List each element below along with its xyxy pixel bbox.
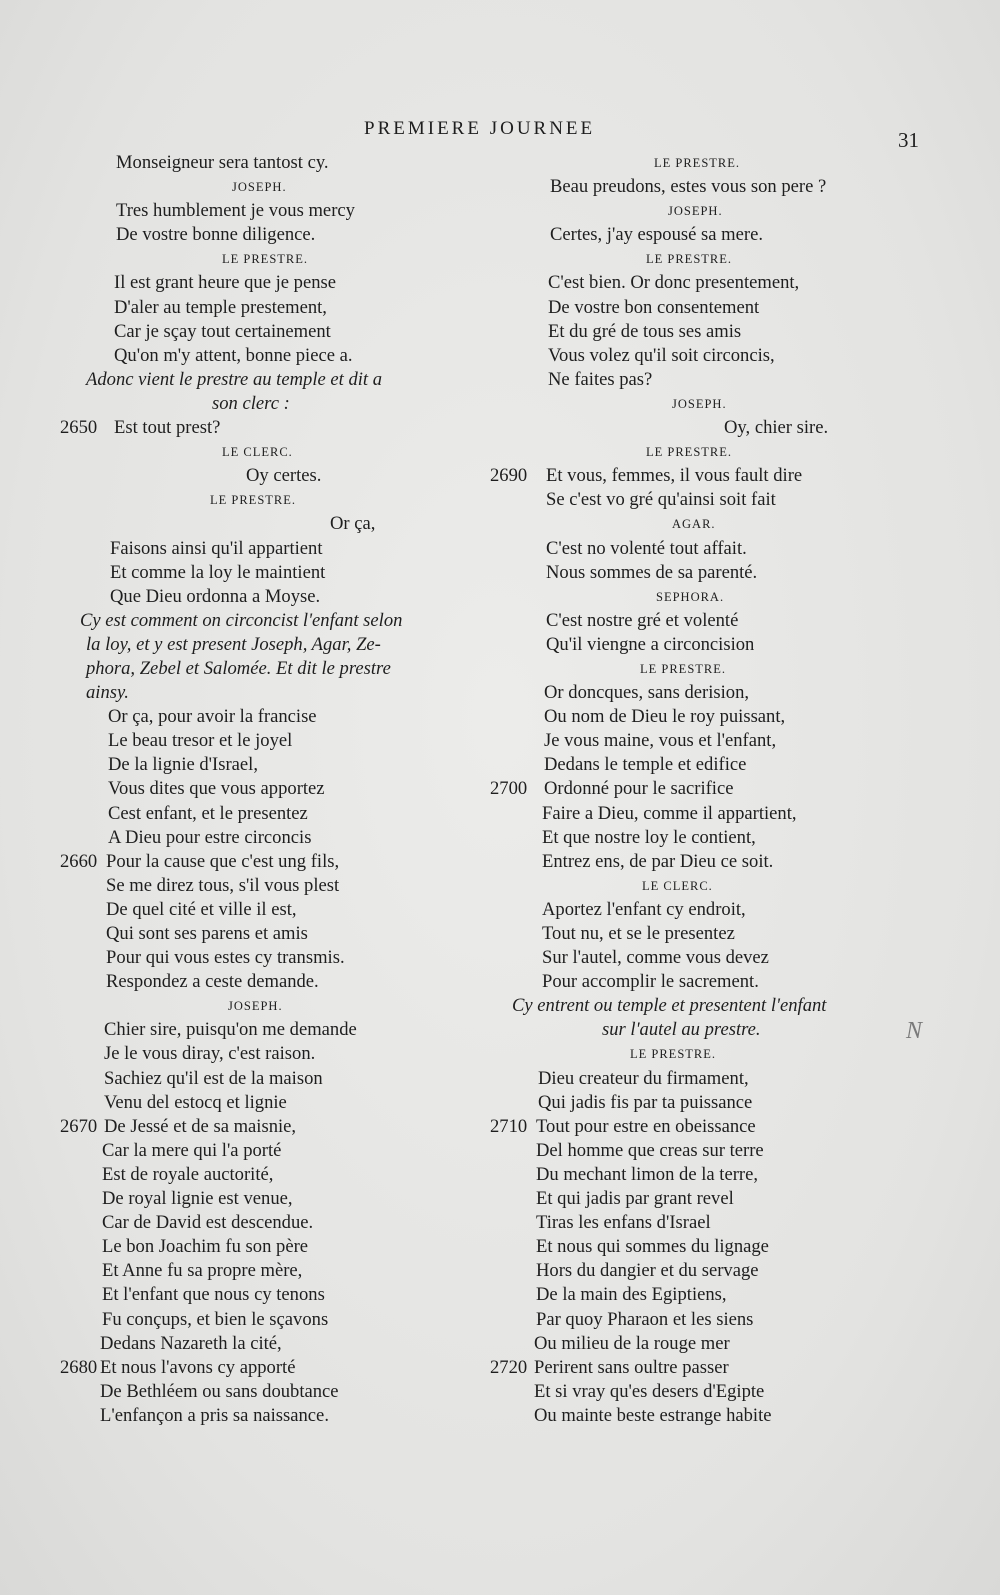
verse-line xyxy=(60,199,460,223)
verse-line-text: Pour qui vous estes cy transmis. xyxy=(106,947,345,969)
verse-line xyxy=(490,609,870,633)
verse-line xyxy=(490,223,870,247)
verse-line-text: Del homme que creas sur terre xyxy=(536,1139,764,1161)
verse-line-text: Tout nu, et se le presentez xyxy=(542,923,735,944)
verse-line xyxy=(490,753,870,777)
stage-direction-text: Cy est comment on circoncist l'enfant selon xyxy=(80,609,403,631)
verse-line xyxy=(60,802,460,826)
speaker-name xyxy=(490,1042,870,1066)
verse-line xyxy=(490,850,870,874)
verse-line xyxy=(60,585,460,609)
verse-line xyxy=(60,753,460,777)
verse-line xyxy=(60,922,460,946)
speaker-name xyxy=(60,994,460,1018)
verse-line-text: De vostre bonne diligence. xyxy=(116,224,316,246)
speaker-name-text: LE CLERC. xyxy=(222,445,293,460)
stage-direction xyxy=(60,368,460,392)
verse-line xyxy=(60,1404,460,1428)
verse-line xyxy=(490,416,870,440)
verse-line xyxy=(60,1308,460,1332)
verse-line-text: Il est grant heure que je pense xyxy=(114,272,336,294)
speaker-name-text: LE PRESTRE. xyxy=(222,252,309,267)
verse-line-text: Monseigneur sera tantost cy. xyxy=(116,152,329,173)
verse-line-text: Cest enfant, et le presentez xyxy=(108,802,308,824)
stage-direction-text: ainsy. xyxy=(86,682,129,704)
verse-line xyxy=(60,777,460,801)
verse-line-text: Est tout prest? xyxy=(114,417,221,439)
verse-line xyxy=(490,296,870,320)
verse-line xyxy=(60,416,460,440)
verse-line-text: Ne faites pas? xyxy=(548,368,653,390)
line-number: 2690 xyxy=(490,465,528,487)
verse-line-text: L'enfançon a pris sa naissance. xyxy=(100,1404,329,1426)
verse-line-text: Car de David est descendue. xyxy=(102,1212,314,1234)
verse-line xyxy=(490,488,870,512)
line-number: 2660 xyxy=(60,850,98,872)
stage-direction-text: sur l'autel au prestre. xyxy=(602,1019,761,1041)
verse-line xyxy=(490,1235,870,1259)
verse-line-text: Vous volez qu'il soit circoncis, xyxy=(548,344,775,366)
verse-line xyxy=(60,1187,460,1211)
verse-line xyxy=(490,320,870,344)
verse-line-text: Le bon Joachim fu son père xyxy=(102,1236,309,1258)
stage-direction xyxy=(60,633,460,657)
verse-line xyxy=(490,464,870,488)
right-column xyxy=(490,151,870,1428)
speaker-name xyxy=(490,512,870,536)
verse-line-text: Et que nostre loy le contient, xyxy=(542,826,756,848)
speaker-name-text: LE PRESTRE. xyxy=(646,252,733,267)
verse-line xyxy=(490,898,870,922)
verse-line xyxy=(490,777,870,801)
stage-direction xyxy=(60,392,460,416)
speaker-name xyxy=(490,874,870,898)
verse-line xyxy=(490,1067,870,1091)
verse-line xyxy=(490,1211,870,1235)
verse-line xyxy=(490,1308,870,1332)
verse-line-text: Sur l'autel, comme vous devez xyxy=(542,947,769,969)
verse-line xyxy=(60,1380,460,1404)
verse-line xyxy=(60,1091,460,1115)
stage-direction xyxy=(60,657,460,681)
verse-line-text: De Bethléem ou sans doubtance xyxy=(100,1380,339,1402)
verse-line-text: Qu'on m'y attent, bonne piece a. xyxy=(114,344,353,366)
verse-line xyxy=(490,537,870,561)
verse-line-text: Chier sire, puisqu'on me demande xyxy=(104,1019,357,1041)
speaker-name-text: LE CLERC. xyxy=(642,878,713,893)
verse-line-text: Car la mere qui l'a porté xyxy=(102,1139,282,1161)
verse-line-text: Qui sont ses parens et amis xyxy=(106,923,308,944)
speaker-name xyxy=(60,175,460,199)
speaker-name xyxy=(490,440,870,464)
verse-line xyxy=(60,151,460,175)
verse-line-text: Par quoy Pharaon et les siens xyxy=(536,1308,754,1330)
verse-line-text: Ou mainte beste estrange habite xyxy=(534,1404,772,1426)
verse-line-text: C'est no volenté tout affait. xyxy=(546,537,747,559)
verse-line-text: Or doncques, sans derision, xyxy=(544,682,750,704)
verse-line-text: Perirent sans oultre passer xyxy=(534,1356,729,1378)
verse-line xyxy=(60,271,460,295)
verse-line-text: De vostre bon consentement xyxy=(548,296,760,318)
verse-line xyxy=(490,561,870,585)
verse-line-text: Hors du dangier et du servage xyxy=(536,1260,759,1282)
verse-line xyxy=(60,705,460,729)
verse-line xyxy=(490,1115,870,1139)
verse-line xyxy=(490,633,870,657)
verse-line xyxy=(60,850,460,874)
verse-line-text: Respondez a ceste demande. xyxy=(106,971,319,993)
verse-line-text: Ou nom de Dieu le roy puissant, xyxy=(544,706,786,728)
verse-line xyxy=(60,1356,460,1380)
stage-direction-text: la loy, et y est present Joseph, Agar, Ze- xyxy=(86,633,381,655)
verse-line xyxy=(490,946,870,970)
verse-line xyxy=(60,1332,460,1356)
verse-line xyxy=(60,1259,460,1283)
margin-annotation: N xyxy=(906,1018,923,1044)
speaker-name-text: JOSEPH. xyxy=(232,180,287,195)
verse-line-text: Tout pour estre en obeissance xyxy=(536,1115,756,1137)
line-number: 2670 xyxy=(60,1115,98,1137)
verse-line-text: Qui jadis fis par ta puissance xyxy=(538,1091,753,1113)
line-number: 2680 xyxy=(60,1356,98,1378)
verse-line xyxy=(60,970,460,994)
speaker-name xyxy=(490,657,870,681)
verse-line xyxy=(490,1332,870,1356)
verse-line xyxy=(490,1139,870,1163)
speaker-name xyxy=(490,151,870,175)
verse-line-text: Qu'il viengne a circoncision xyxy=(546,633,755,655)
verse-line xyxy=(490,705,870,729)
verse-line xyxy=(60,1235,460,1259)
verse-line-text: C'est nostre gré et volenté xyxy=(546,609,739,631)
verse-line-text: Faisons ainsi qu'il appartient xyxy=(110,537,323,559)
verse-line xyxy=(60,1042,460,1066)
verse-line-text: Certes, j'ay espousé sa mere. xyxy=(550,224,763,246)
line-number: 2650 xyxy=(60,417,98,439)
verse-line-text: Et Anne fu sa propre mère, xyxy=(102,1260,303,1282)
verse-line xyxy=(60,1283,460,1307)
verse-line xyxy=(490,344,870,368)
verse-line xyxy=(60,537,460,561)
verse-line xyxy=(490,1356,870,1380)
verse-line xyxy=(490,1259,870,1283)
verse-line xyxy=(490,1163,870,1187)
verse-line-text: Tiras les enfans d'Israel xyxy=(536,1212,711,1234)
stage-direction-text: phora, Zebel et Salomée. Et dit le prestre xyxy=(86,657,391,679)
verse-line xyxy=(60,512,460,536)
speaker-name xyxy=(60,488,460,512)
verse-line xyxy=(60,946,460,970)
speaker-name xyxy=(60,440,460,464)
verse-line-text: Se me direz tous, s'il vous plest xyxy=(106,874,340,896)
verse-line xyxy=(490,368,870,392)
verse-line xyxy=(60,826,460,850)
verse-line xyxy=(60,1067,460,1091)
verse-line-text: D'aler au temple prestement, xyxy=(114,296,327,318)
speaker-name-text: LE PRESTRE. xyxy=(640,661,727,676)
speaker-name xyxy=(490,247,870,271)
line-number: 2720 xyxy=(490,1356,528,1378)
running-head: PREMIERE JOURNEE xyxy=(364,118,596,139)
stage-direction-text: Adonc vient le prestre au temple et dit a xyxy=(86,368,383,390)
verse-line-text: Ou milieu de la rouge mer xyxy=(534,1332,730,1354)
verse-line xyxy=(490,271,870,295)
verse-line xyxy=(490,175,870,199)
verse-line xyxy=(60,1211,460,1235)
verse-line-text: De royal lignie est venue, xyxy=(102,1188,293,1210)
verse-line-text: Tres humblement je vous mercy xyxy=(116,200,355,222)
verse-line-text: Et l'enfant que nous cy tenons xyxy=(102,1284,325,1306)
speaker-name xyxy=(60,247,460,271)
verse-line xyxy=(490,922,870,946)
verse-line-text: Que Dieu ordonna a Moyse. xyxy=(110,585,321,607)
left-column xyxy=(60,151,460,1428)
speaker-name xyxy=(490,392,870,416)
speaker-name-text: SEPHORA. xyxy=(656,589,725,604)
verse-line-text: De la lignie d'Israel, xyxy=(108,754,258,776)
speaker-name-text: LE PRESTRE. xyxy=(630,1047,717,1062)
line-number: 2710 xyxy=(490,1115,528,1137)
verse-line-text: Entrez ens, de par Dieu ce soit. xyxy=(542,850,774,872)
verse-line xyxy=(490,1380,870,1404)
verse-line xyxy=(490,1091,870,1115)
verse-line xyxy=(490,1187,870,1211)
speaker-name-text: LE PRESTRE. xyxy=(646,445,733,460)
line-number: 2700 xyxy=(490,778,528,800)
verse-line-text: Ordonné pour le sacrifice xyxy=(544,778,734,800)
stage-direction xyxy=(60,609,460,633)
speaker-name-text: JOSEPH. xyxy=(668,204,723,219)
verse-line-text: Est de royale auctorité, xyxy=(102,1163,274,1185)
verse-line-text: Venu del estocq et lignie xyxy=(104,1091,287,1113)
verse-line xyxy=(60,296,460,320)
verse-line xyxy=(490,1283,870,1307)
verse-line-text: Faire a Dieu, comme il appartient, xyxy=(542,802,797,824)
verse-line-text: Et du gré de tous ses amis xyxy=(548,320,742,342)
verse-line-text: Or ça, pour avoir la francise xyxy=(108,706,317,728)
verse-line-text: Oy, chier sire. xyxy=(724,417,829,439)
verse-line-text: Vous dites que vous apportez xyxy=(108,778,325,800)
verse-line xyxy=(60,561,460,585)
verse-line-text: De quel cité et ville il est, xyxy=(106,898,297,920)
stage-direction xyxy=(490,994,870,1018)
verse-line-text: Nous sommes de sa parenté. xyxy=(546,561,758,583)
verse-line-text: Pour accomplir le sacrement. xyxy=(542,971,759,993)
stage-direction-text: Cy entrent ou temple et presentent l'enfant xyxy=(512,995,827,1017)
verse-line-text: Je le vous diray, c'est raison. xyxy=(104,1043,316,1065)
verse-line-text: Se c'est vo gré qu'ainsi soit fait xyxy=(546,489,776,511)
verse-line xyxy=(490,1404,870,1428)
verse-line-text: Dedans Nazareth la cité, xyxy=(100,1332,282,1354)
verse-line xyxy=(60,1163,460,1187)
verse-line-text: Et nous l'avons cy apporté xyxy=(100,1356,296,1378)
verse-line-text: Oy certes. xyxy=(246,465,322,487)
stage-direction xyxy=(490,1018,870,1042)
verse-line xyxy=(60,1139,460,1163)
verse-line-text: Et vous, femmes, il vous fault dire xyxy=(546,465,803,487)
verse-line xyxy=(60,729,460,753)
speaker-name xyxy=(490,199,870,223)
verse-line-text: Or ça, xyxy=(330,513,376,535)
verse-line-text: Sachiez qu'il est de la maison xyxy=(104,1067,323,1089)
verse-line-text: Et qui jadis par grant revel xyxy=(536,1188,734,1210)
verse-line-text: Dieu createur du firmament, xyxy=(538,1067,749,1089)
verse-line-text: Et si vray qu'es desers d'Egipte xyxy=(534,1380,765,1402)
verse-line xyxy=(60,320,460,344)
verse-line-text: C'est bien. Or donc presentement, xyxy=(548,272,800,294)
speaker-name-text: JOSEPH. xyxy=(228,999,283,1014)
verse-line xyxy=(490,802,870,826)
verse-line xyxy=(60,344,460,368)
verse-line-text: Fu conçups, et bien le sçavons xyxy=(102,1308,329,1330)
verse-line-text: Et comme la loy le maintient xyxy=(110,561,326,583)
speaker-name-text: AGAR. xyxy=(672,517,716,532)
verse-line xyxy=(60,1018,460,1042)
verse-line xyxy=(490,826,870,850)
verse-line xyxy=(490,681,870,705)
stage-direction xyxy=(60,681,460,705)
verse-line-text: Je vous maine, vous et l'enfant, xyxy=(544,730,777,752)
verse-line xyxy=(490,970,870,994)
speaker-name-text: LE PRESTRE. xyxy=(210,493,297,508)
speaker-name-text: JOSEPH. xyxy=(672,396,727,411)
page-number: 31 xyxy=(898,128,919,152)
verse-line xyxy=(60,1115,460,1139)
speaker-name xyxy=(490,585,870,609)
verse-line-text: A Dieu pour estre circoncis xyxy=(108,826,312,848)
verse-line-text: Pour la cause que c'est ung fils, xyxy=(106,850,340,872)
verse-line-text: Dedans le temple et edifice xyxy=(544,754,747,776)
verse-line-text: Car je sçay tout certainement xyxy=(114,320,331,342)
speaker-name-text: LE PRESTRE. xyxy=(654,156,741,170)
verse-line-text: Le beau tresor et le joyel xyxy=(108,730,293,752)
verse-line-text: De Jessé et de sa maisnie, xyxy=(104,1115,297,1137)
verse-line-text: Beau preudons, estes vous son pere ? xyxy=(550,176,827,198)
verse-line-text: Aportez l'enfant cy endroit, xyxy=(542,898,746,920)
verse-line-text: De la main des Egiptiens, xyxy=(536,1284,727,1306)
verse-line xyxy=(60,223,460,247)
verse-line-text: Et nous qui sommes du lignage xyxy=(536,1236,769,1258)
verse-line xyxy=(60,898,460,922)
stage-direction-text: son clerc : xyxy=(212,392,290,414)
verse-line-text: Du mechant limon de la terre, xyxy=(536,1163,759,1185)
verse-line xyxy=(60,464,460,488)
verse-line xyxy=(490,729,870,753)
verse-line xyxy=(60,874,460,898)
